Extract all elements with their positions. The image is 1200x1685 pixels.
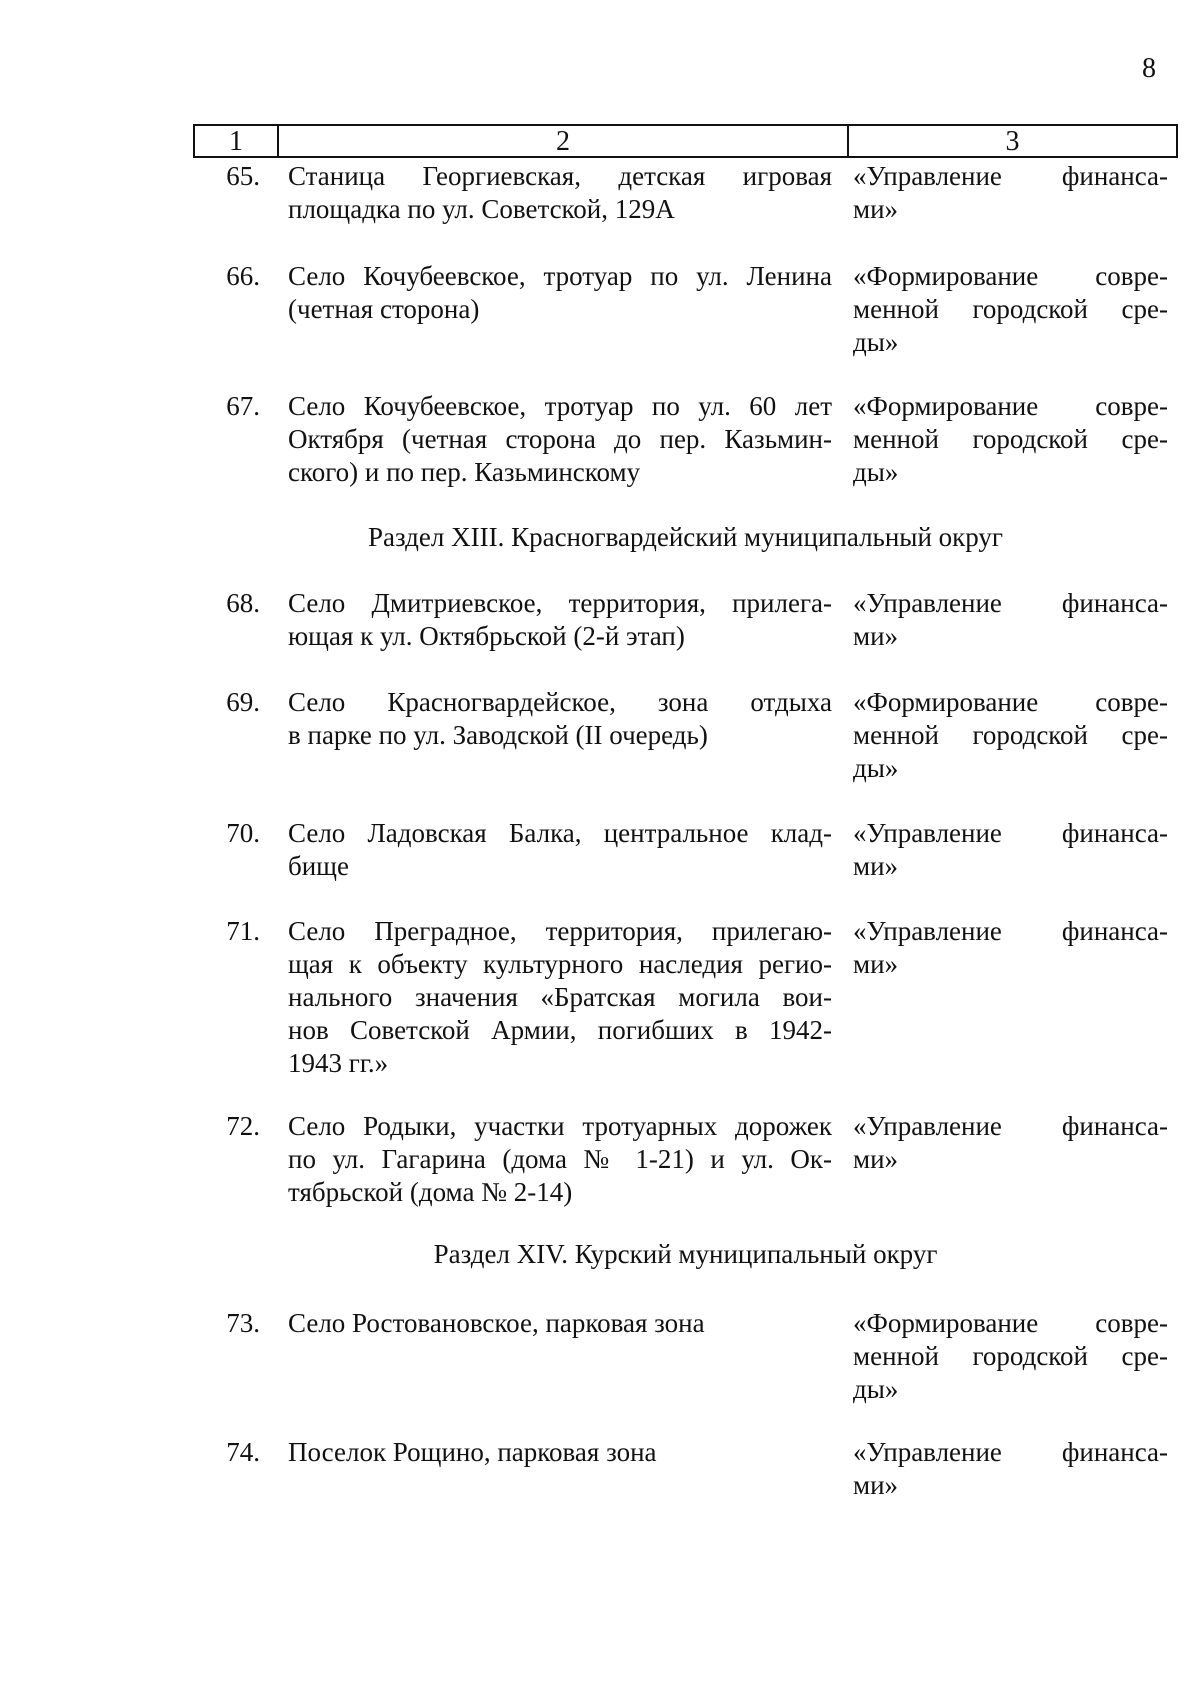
row-description xyxy=(288,686,832,752)
text-line: ского) и по пер. Казьминскому xyxy=(288,457,641,487)
section-heading: Раздел XIII. Красногвардейский муниципальный округ xyxy=(367,522,1003,552)
row-description xyxy=(288,817,832,883)
row-program xyxy=(853,587,1168,653)
row-program xyxy=(853,915,1168,981)
row-number: 66. xyxy=(226,261,260,291)
row-description xyxy=(288,390,832,489)
row-number: 65. xyxy=(226,161,260,191)
table-header-row xyxy=(193,124,1178,158)
text-line: ми» xyxy=(853,851,899,881)
text-line: менной городской сре- xyxy=(853,1341,1168,1371)
row-number: 68. xyxy=(226,588,260,618)
text-line: по ул. Гагарина (дома № 1-21) и ул. Ок- xyxy=(288,1144,832,1174)
row-description xyxy=(288,587,832,653)
text-line: ющая к ул. Октябрьской (2-й этап) xyxy=(288,621,685,651)
text-line: «Управление финанса- xyxy=(853,1111,1168,1141)
header-col-3: 3 xyxy=(1005,125,1020,157)
text-line: нов Советской Армии, погибших в 1942- xyxy=(288,1015,832,1045)
text-line: «Формирование совре- xyxy=(853,1308,1168,1338)
text-line: Село Красногвардейское, зона отдыха xyxy=(288,687,832,717)
text-line: «Формирование совре- xyxy=(853,687,1168,717)
text-line: менной городской сре- xyxy=(853,294,1168,324)
row-number: 74. xyxy=(226,1437,260,1467)
text-line: «Управление финанса- xyxy=(853,916,1168,946)
text-line: ды» xyxy=(853,327,899,357)
row-number: 73. xyxy=(226,1308,260,1338)
text-line: ми» xyxy=(853,1470,899,1500)
text-line: ми» xyxy=(853,949,899,979)
text-line: Станица Георгиевская, детская игровая xyxy=(288,161,832,191)
text-line: Село Родыки, участки тротуарных дорожек xyxy=(288,1111,832,1141)
text-line: тябрьской (дома № 2-14) xyxy=(288,1177,573,1207)
row-number: 69. xyxy=(226,687,260,717)
page-number: 8 xyxy=(1142,53,1156,84)
text-line: «Управление финанса- xyxy=(853,1437,1168,1467)
text-line: Село Кочубеевское, тротуар по ул. Ленина xyxy=(288,261,832,291)
text-line: ми» xyxy=(853,194,899,224)
text-line: площадка по ул. Советской, 129А xyxy=(288,194,675,224)
text-line: ды» xyxy=(853,457,899,487)
text-line: ды» xyxy=(853,753,899,783)
row-program xyxy=(853,1436,1168,1502)
row-description xyxy=(288,160,832,226)
text-line: «Формирование совре- xyxy=(853,391,1168,421)
text-line: Село Дмитриевское, территория, прилега- xyxy=(288,588,832,618)
text-line: нального значения «Братская могила вои- xyxy=(288,982,832,1012)
text-line: менной городской сре- xyxy=(853,424,1168,454)
text-line: ми» xyxy=(853,1144,899,1174)
row-number: 70. xyxy=(226,818,260,848)
text-line: щая к объекту культурного наследия регио- xyxy=(288,949,832,979)
row-description xyxy=(288,915,832,1080)
row-program xyxy=(853,390,1168,489)
row-program xyxy=(853,1307,1168,1406)
header-col-1: 1 xyxy=(195,126,279,156)
text-line: Октября (четная сторона до пер. Казьмин- xyxy=(288,424,832,454)
text-line: Село Ростовановское, парковая зона xyxy=(288,1308,705,1338)
row-program xyxy=(853,686,1168,785)
text-line: менной городской сре- xyxy=(853,720,1168,750)
text-line: Поселок Рощино, парковая зона xyxy=(288,1437,657,1467)
text-line: в парке по ул. Заводской (II очередь) xyxy=(288,720,708,750)
text-line: «Формирование совре- xyxy=(853,261,1168,291)
row-program xyxy=(853,1110,1168,1176)
text-line: (четная сторона) xyxy=(288,294,480,324)
text-line: Село Преградное, территория, прилегаю- xyxy=(288,916,832,946)
row-number: 67. xyxy=(226,391,260,421)
text-line: 1943 гг.» xyxy=(288,1048,389,1078)
header-col-2: 2 xyxy=(279,126,849,156)
row-program xyxy=(853,817,1168,883)
row-description xyxy=(288,1110,832,1209)
row-description xyxy=(288,260,832,326)
row-number: 71. xyxy=(226,916,260,946)
text-line: Село Ладовская Балка, центральное клад- xyxy=(288,818,832,848)
text-line: «Управление финанса- xyxy=(853,588,1168,618)
row-description xyxy=(288,1436,832,1469)
text-line: бище xyxy=(288,851,349,881)
text-line: ды» xyxy=(853,1374,899,1404)
text-line: Село Кочубеевское, тротуар по ул. 60 лет xyxy=(288,391,832,421)
text-line: «Управление финанса- xyxy=(853,818,1168,848)
text-line: «Управление финанса- xyxy=(853,161,1168,191)
text-line: ми» xyxy=(853,621,899,651)
row-description xyxy=(288,1307,832,1340)
section-heading: Раздел XIV. Курский муниципальный округ xyxy=(433,1239,938,1269)
row-program xyxy=(853,260,1168,359)
row-program xyxy=(853,160,1168,226)
row-number: 72. xyxy=(226,1111,260,1141)
